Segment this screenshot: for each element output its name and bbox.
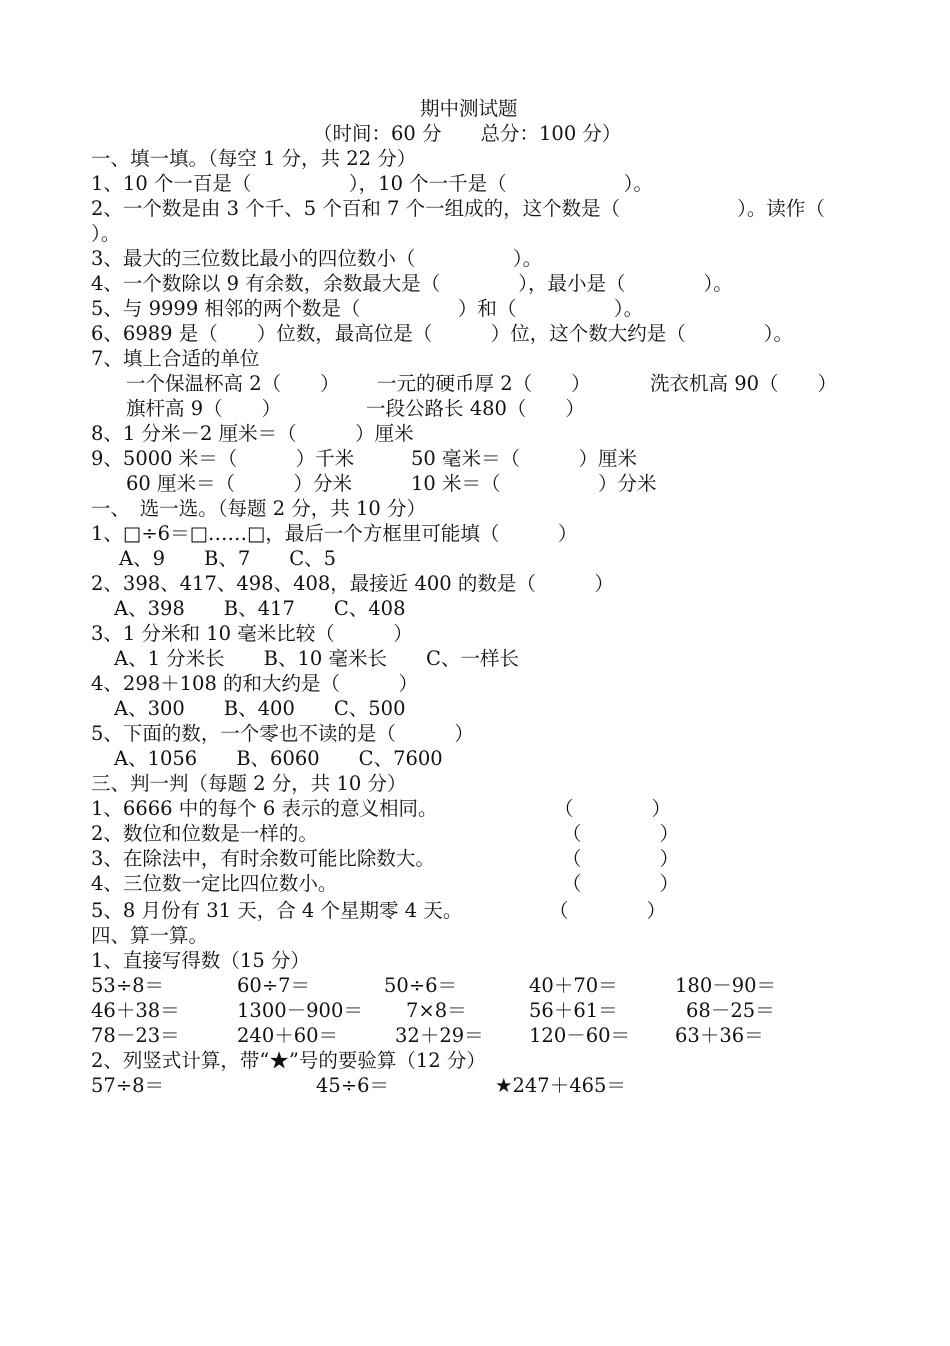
- calc-item: 56＋61＝: [529, 999, 618, 1022]
- calc-item: 46＋38＝: [91, 999, 180, 1022]
- calc-item: 32＋29＝: [395, 1024, 484, 1047]
- section-3-heading: 三、判一判（每题 2 分，共 10 分）: [91, 772, 407, 795]
- section-1-heading: 一、填一填。（每空 1 分，共 22 分）: [91, 147, 417, 170]
- calc-item: 240＋60＝: [237, 1024, 339, 1047]
- question-3-2: 2、数位和位数是一样的。: [91, 822, 318, 845]
- question-1-1: 1、10 个一百是（ ），10 个一千是（ ）。: [91, 172, 653, 195]
- question-1-7-b: 一元的硬币厚 2（ ）: [377, 372, 591, 395]
- calc-item: 50÷6＝: [384, 974, 458, 997]
- calc-item: 78－23＝: [91, 1024, 180, 1047]
- vertical-calc-3: ★247＋465＝: [495, 1074, 626, 1097]
- question-1-9-a: 9、5000 米＝（ ）千米: [91, 447, 355, 470]
- calc-item: 63＋36＝: [675, 1024, 764, 1047]
- page-subtitle: （时间：60 分 总分：100 分）: [313, 122, 622, 145]
- question-3-1: 1、6666 中的每个 6 表示的意义相同。: [91, 797, 438, 820]
- question-2-4: 4、298＋108 的和大约是（ ）: [91, 672, 419, 695]
- section-4-sub-1: 1、直接写得数（15 分）: [91, 949, 310, 972]
- answer-blank-3-3[interactable]: （ ）: [562, 847, 680, 870]
- calc-item: 7×8＝: [406, 999, 467, 1022]
- question-1-7: 7、填上合适的单位: [91, 347, 260, 370]
- calc-item: 60÷7＝: [237, 974, 311, 997]
- question-2-1-options: A、9 B、7 C、5: [119, 547, 337, 570]
- question-1-9-c: 60 厘米＝（ ）分米: [126, 472, 353, 495]
- calc-item: 53÷8＝: [91, 974, 165, 997]
- question-1-3: 3、最大的三位数比最小的四位数小（ ）。: [91, 247, 543, 270]
- question-2-2: 2、398、417、498、408，最接近 400 的数是（ ）: [91, 572, 614, 595]
- question-1-2: 2、一个数是由 3 个千、5 个百和 7 个一组成的，这个数是（ ）。读作（: [91, 197, 825, 220]
- page-title: 期中测试题: [420, 97, 518, 120]
- question-2-1: 1、□÷6＝□……□，最后一个方框里可能填（ ）: [91, 522, 578, 545]
- question-1-7-c: 洗衣机高 90（ ）: [650, 372, 838, 395]
- section-4-heading: 四、算一算。: [91, 924, 209, 947]
- calc-item: 1300－900＝: [237, 999, 363, 1022]
- question-1-8: 8、1 分米－2 厘米＝（ ）厘米: [91, 422, 414, 445]
- question-1-2-end: ）。: [91, 222, 121, 245]
- question-1-7-a: 一个保温杯高 2（ ）: [126, 372, 340, 395]
- question-2-4-options: A、300 B、400 C、500: [114, 697, 406, 720]
- answer-blank-3-4[interactable]: （ ）: [562, 872, 680, 895]
- question-1-7-e: 一段公路长 480（ ）: [366, 397, 585, 420]
- section-4-sub-2: 2、列竖式计算，带“★”号的要验算（12 分）: [91, 1049, 486, 1072]
- calc-item: 180－90＝: [675, 974, 777, 997]
- question-2-3-options: A、1 分米长 B、10 毫米长 C、一样长: [114, 647, 519, 670]
- question-1-4: 4、一个数除以 9 有余数，余数最大是（ ），最小是（ ）。: [91, 272, 733, 295]
- question-2-5-options: A、1056 B、6060 C、7600: [114, 747, 443, 770]
- answer-blank-3-1[interactable]: （ ）: [554, 797, 672, 820]
- question-3-3: 3、在除法中，有时余数可能比除数大。: [91, 847, 435, 870]
- question-1-9-d: 10 米＝（ ）分米: [411, 472, 657, 495]
- calc-item: 40＋70＝: [529, 974, 618, 997]
- question-1-6: 6、6989 是（ ）位数，最高位是（ ）位，这个数大约是（ ）。: [91, 322, 793, 345]
- question-3-4: 4、三位数一定比四位数小。: [91, 872, 338, 895]
- question-3-5: 5、8 月份有 31 天，合 4 个星期零 4 天。: [91, 899, 463, 922]
- vertical-calc-2: 45÷6＝: [316, 1074, 390, 1097]
- question-1-5: 5、与 9999 相邻的两个数是（ ）和（ ）。: [91, 297, 644, 320]
- question-1-7-d: 旗杆高 9（ ）: [126, 397, 282, 420]
- question-2-5: 5、下面的数，一个零也不读的是（ ）: [91, 722, 474, 745]
- calc-item: 120－60＝: [529, 1024, 631, 1047]
- question-1-9-b: 50 毫米＝（ ）厘米: [411, 447, 638, 470]
- vertical-calc-1: 57÷8＝: [91, 1074, 165, 1097]
- calc-item: 68－25＝: [686, 999, 775, 1022]
- section-2-heading: 一、 选一选。（每题 2 分，共 10 分）: [91, 497, 427, 520]
- question-2-2-options: A、398 B、417 C、408: [114, 597, 406, 620]
- answer-blank-3-2[interactable]: （ ）: [562, 822, 680, 845]
- answer-blank-3-5[interactable]: （ ）: [549, 899, 667, 922]
- question-2-3: 3、1 分米和 10 毫米比较（ ）: [91, 622, 413, 645]
